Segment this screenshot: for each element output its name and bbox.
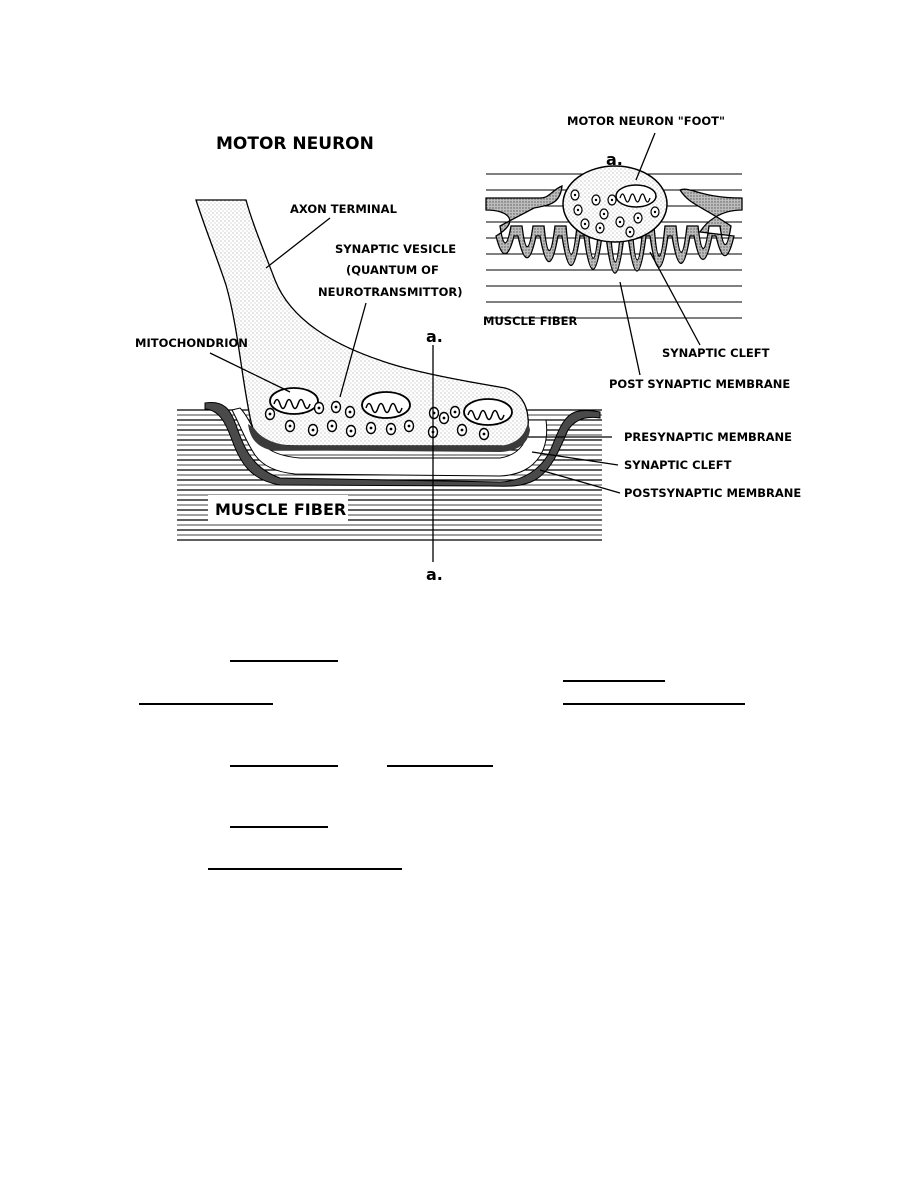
synaptic-vesicle [309,425,318,436]
mitochondrion [362,392,410,418]
synaptic-vesicle [405,421,414,432]
mitochondrion-label: MITOCHONDRION [135,336,248,350]
inset-vesicle [574,205,582,215]
inset-vesicle [600,209,608,219]
synaptic-vesicle [480,429,489,440]
synaptic-vesicle-label-2: (QUANTUM OF [346,263,439,277]
section-label-bottom: a. [426,565,443,584]
muscle-fiber-label: MUSCLE FIBER [215,500,347,519]
inset-vesicle [616,217,624,227]
inset-vesicle [651,207,659,217]
synaptic-vesicle [315,403,324,414]
answer-blank[interactable] [230,660,338,662]
synaptic-vesicle [286,421,295,432]
postsynaptic-membrane-label: POSTSYNAPTIC MEMBRANE [624,486,802,500]
synaptic-vesicle [328,421,337,432]
inset-synaptic-cleft-label: SYNAPTIC CLEFT [662,346,770,360]
axon-terminal-label: AXON TERMINAL [290,202,397,216]
answer-blank[interactable] [230,765,338,767]
inset-vesicle [581,219,589,229]
inset-vesicle [592,195,600,205]
synaptic-vesicle [387,424,396,435]
motor-neuron-title: MOTOR NEURON [216,134,374,154]
synaptic-vesicle [266,409,275,420]
inset-post-synaptic-membrane-label: POST SYNAPTIC MEMBRANE [609,377,791,391]
synaptic-cleft-label: SYNAPTIC CLEFT [624,458,732,472]
answer-blank[interactable] [208,868,402,870]
mitochondrion [464,399,512,425]
presynaptic-membrane-label: PRESYNAPTIC MEMBRANE [624,430,793,444]
answer-blank[interactable] [387,765,493,767]
inset-vesicle [634,213,642,223]
answer-blank[interactable] [563,680,665,682]
inset-vesicle [596,223,604,233]
motor-neuron-foot-label: MOTOR NEURON "FOOT" [567,114,726,128]
answer-blank[interactable] [139,703,273,705]
inset-muscle-fiber-label: MUSCLE FIBER [483,314,578,328]
answer-blank[interactable] [563,703,745,705]
inset-mitochondrion [616,185,656,207]
synaptic-vesicle [346,407,355,418]
inset-vesicle [608,195,616,205]
synaptic-vesicle [332,402,341,413]
synaptic-vesicle-label-1: SYNAPTIC VESICLE [335,242,457,256]
inset-vesicle [571,190,579,200]
synaptic-vesicle [440,413,449,424]
section-label-top: a. [426,327,443,346]
synaptic-vesicle [451,407,460,418]
inset-vesicle [626,227,634,237]
answer-blank[interactable] [230,826,328,828]
synaptic-vesicle [367,423,376,434]
inset-cross-section [483,114,790,391]
mitochondrion [270,388,318,414]
synaptic-vesicle [347,426,356,437]
synaptic-vesicle [430,408,439,419]
synaptic-vesicle-label-3: NEUROTRANSMITTOR) [318,285,463,299]
inset-section-label: a. [606,150,623,169]
synaptic-vesicle [458,425,467,436]
